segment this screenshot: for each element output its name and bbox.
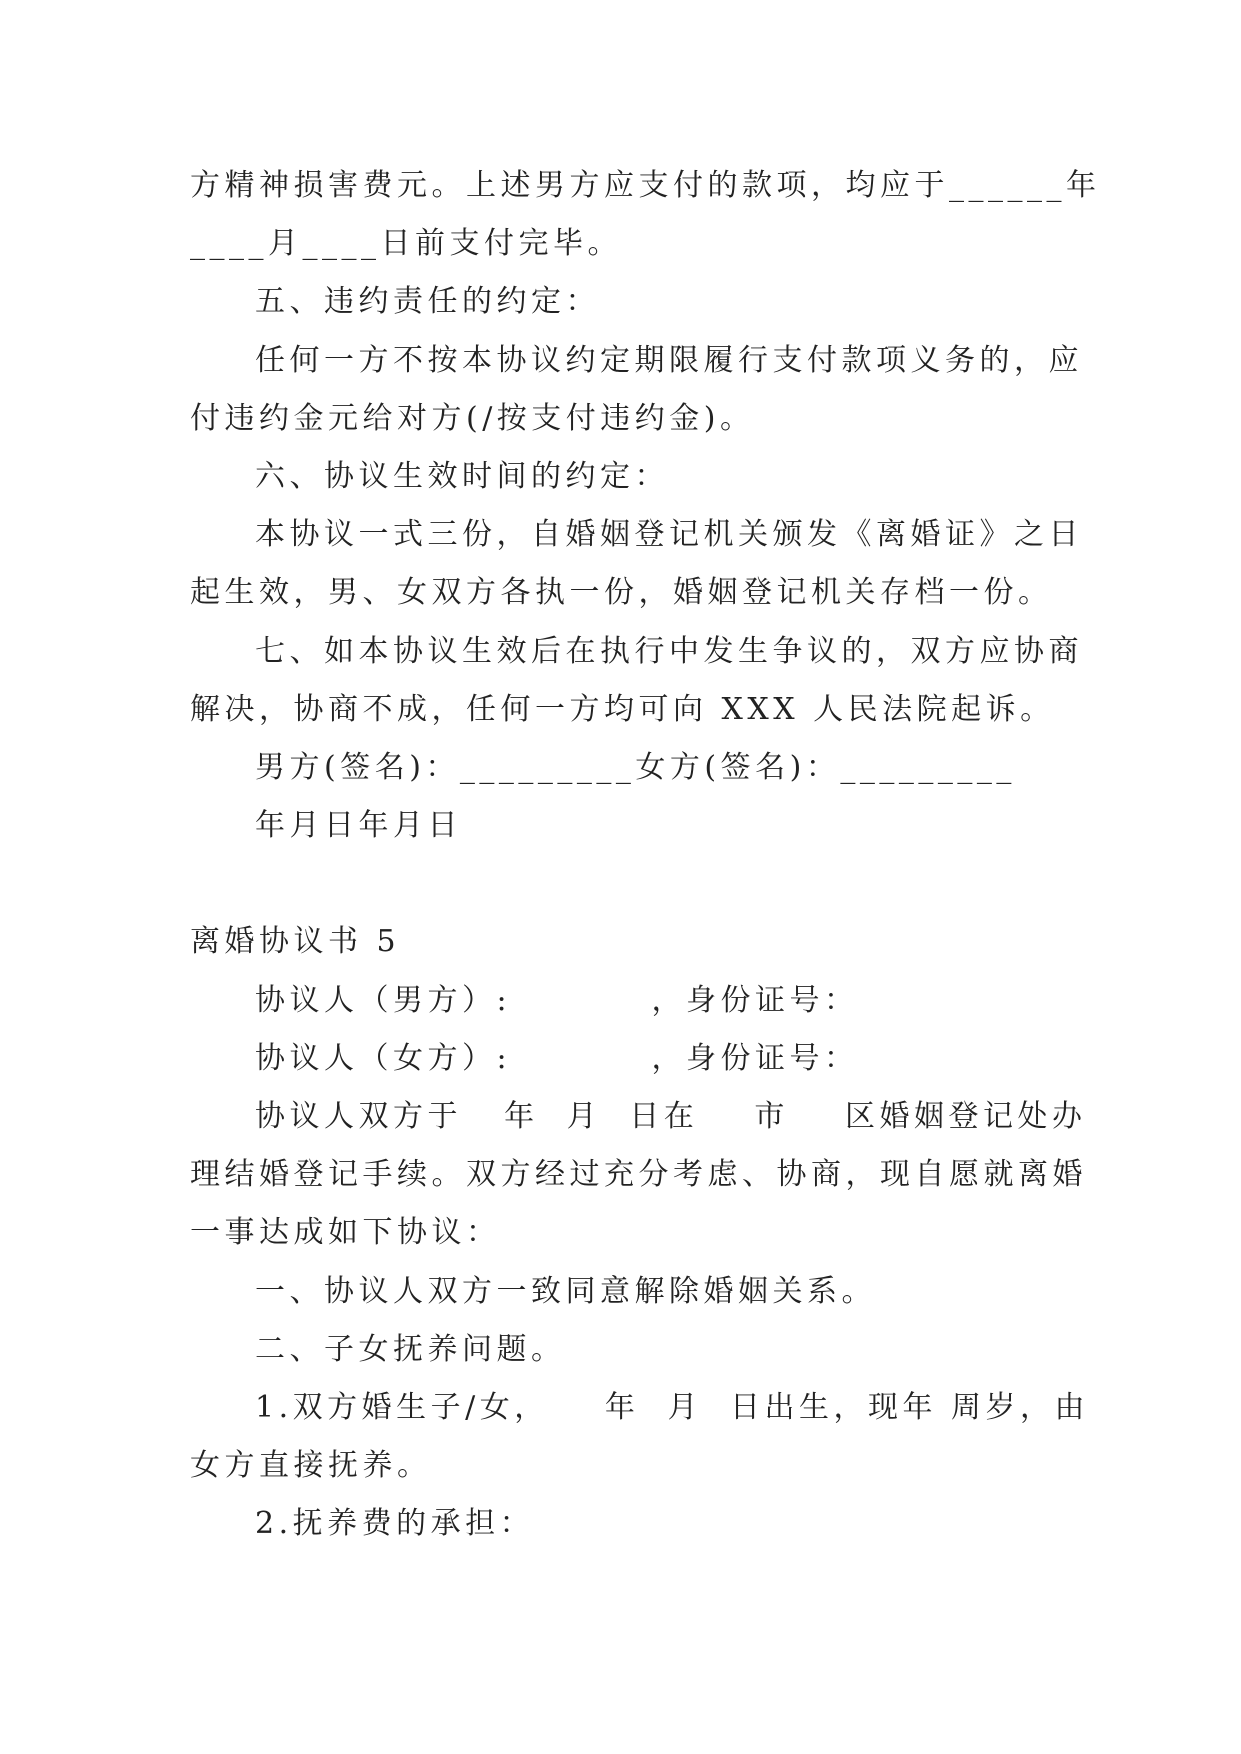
text-line: 理结婚登记手续。双方经过充分考虑、协商，现自愿就离婚 xyxy=(190,1157,1087,1192)
text-line: 起生效，男、女双方各执一份，婚姻登记机关存档一份。 xyxy=(190,575,1053,610)
section-heading: 五、违约责任的约定： xyxy=(255,284,600,319)
text-line: 任何一方不按本协议约定期限履行支付款项义务的，应 xyxy=(255,343,1083,378)
text-line: 本协议一式三份，自婚姻登记机关颁发《离婚证》之日 xyxy=(255,517,1083,552)
text-line: 女方直接抚养。 xyxy=(190,1448,432,1483)
text-line: 协议人双方于 年 月 日在 市 区婚姻登记处办 xyxy=(255,1099,1087,1134)
section-heading: 二、子女抚养问题。 xyxy=(255,1332,566,1367)
text-line: 方精神损害费元。上述男方应支付的款项，均应于______年 xyxy=(190,168,1101,203)
section-heading: 一、协议人双方一致同意解除婚姻关系。 xyxy=(255,1274,876,1309)
text-line: 付违约金元给对方(/按支付违约金)。 xyxy=(190,401,755,436)
text-line: ____月____日前支付完毕。 xyxy=(190,226,622,261)
document-title: 离婚协议书 5 xyxy=(190,924,401,959)
date-line: 年月日年月日 xyxy=(255,808,462,843)
text-line: 1.双方婚生子/女， 年 月 日出生，现年 周岁，由 xyxy=(255,1390,1090,1425)
section-heading: 六、协议生效时间的约定： xyxy=(255,459,669,494)
party-male-line: 协议人（男方）: ，身份证号： xyxy=(255,983,859,1018)
text-line: 七、如本协议生效后在执行中发生争议的，双方应协商 xyxy=(255,634,1083,669)
text-line: 一事达成如下协议： xyxy=(190,1215,501,1250)
party-female-line: 协议人（女方）: ，身份证号： xyxy=(255,1041,859,1076)
text-line: 2.抚养费的承担： xyxy=(255,1506,535,1541)
signature-line: 男方(签名)：_________女方(签名)：_________ xyxy=(255,750,1016,785)
text-line: 解决，协商不成，任何一方均可向 XXX 人民法院起诉。 xyxy=(190,692,1055,727)
